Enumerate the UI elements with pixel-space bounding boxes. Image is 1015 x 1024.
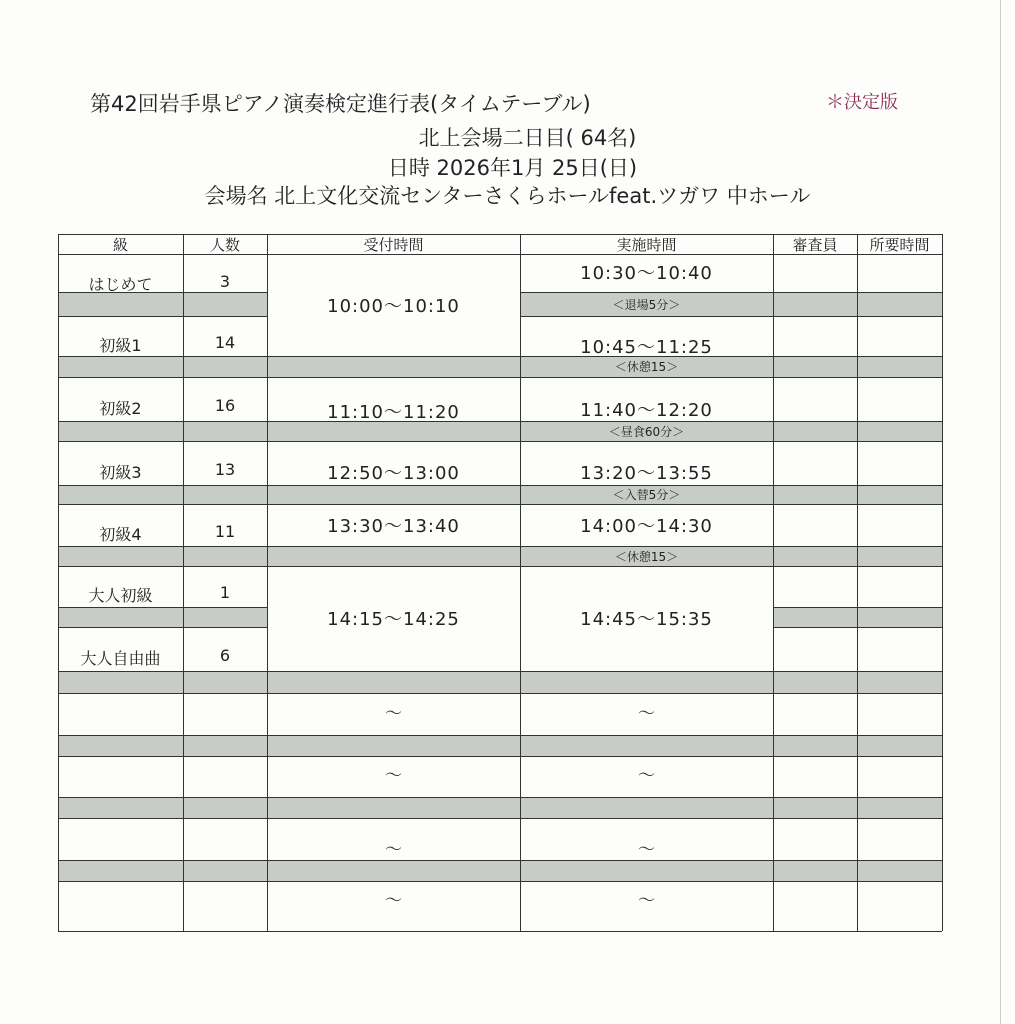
level-cell: 大人自由曲 bbox=[80, 648, 161, 668]
count-cell: 11 bbox=[214, 521, 236, 541]
row-separator-band bbox=[58, 735, 942, 756]
performance-time: 11:40〜12:20 bbox=[580, 400, 713, 421]
level-cell: 初級3 bbox=[99, 462, 142, 482]
performance-time: 10:45〜11:25 bbox=[580, 337, 713, 358]
count-cell: 1 bbox=[219, 583, 231, 602]
level-cell: 初級1 bbox=[99, 335, 142, 355]
empty-reception-tilde: 〜 bbox=[385, 839, 402, 860]
reception-time: 14:15〜14:25 bbox=[327, 609, 460, 630]
grid-line bbox=[520, 316, 942, 317]
grid-line bbox=[857, 234, 858, 931]
header-duration: 所要時間 bbox=[869, 235, 930, 254]
empty-reception-tilde: 〜 bbox=[385, 890, 402, 911]
grid-line bbox=[267, 234, 268, 931]
empty-performance-tilde: 〜 bbox=[638, 765, 655, 786]
level-cell: はじめて bbox=[88, 274, 153, 294]
reception-time: 12:50〜13:00 bbox=[327, 463, 460, 484]
grid-line bbox=[58, 931, 942, 932]
date-line: 日時 2026年1月 25日(日) bbox=[387, 156, 638, 180]
header-level: 級 bbox=[112, 235, 128, 254]
venue-line: 会場名 北上文化交流センターさくらホールfeat.ツガワ 中ホール bbox=[204, 184, 811, 208]
header-count: 人数 bbox=[209, 235, 240, 254]
level-cell: 初級2 bbox=[99, 398, 142, 418]
level-cell: 大人初級 bbox=[88, 586, 153, 605]
empty-reception-tilde: 〜 bbox=[385, 765, 402, 786]
performance-time: 14:00〜14:30 bbox=[580, 516, 713, 537]
grid-line bbox=[58, 735, 942, 736]
grid-line bbox=[58, 860, 942, 861]
grid-line bbox=[773, 234, 774, 931]
performance-time: 10:30〜10:40 bbox=[580, 263, 713, 284]
empty-performance-tilde: 〜 bbox=[638, 703, 655, 724]
empty-reception-tilde: 〜 bbox=[385, 703, 402, 724]
grid-line bbox=[58, 881, 942, 882]
break-note: ＜退場5分＞ bbox=[612, 297, 681, 312]
count-cell: 14 bbox=[214, 332, 236, 352]
row-separator-band bbox=[58, 860, 942, 881]
grid-line bbox=[58, 441, 942, 442]
performance-time: 14:45〜15:35 bbox=[580, 609, 713, 630]
document-title: 第42回岩手県ピアノ演奏検定進行表(タイムテーブル) bbox=[90, 92, 591, 116]
grid-line bbox=[58, 316, 267, 317]
grid-line bbox=[942, 234, 943, 931]
reception-time: 11:10〜11:20 bbox=[327, 402, 460, 423]
count-cell: 13 bbox=[214, 459, 236, 479]
row-separator-band bbox=[58, 797, 942, 818]
break-note: ＜入替5分＞ bbox=[612, 488, 681, 502]
grid-line bbox=[58, 818, 942, 819]
venue-day: 北上会場二日目( 64名) bbox=[418, 126, 637, 150]
count-cell: 3 bbox=[219, 271, 231, 291]
grid-line bbox=[58, 797, 942, 798]
grid-line bbox=[58, 756, 942, 757]
grid-line bbox=[58, 627, 267, 628]
grid-line bbox=[58, 377, 942, 378]
level-cell: 初級4 bbox=[99, 524, 142, 544]
break-note: ＜休憩15＞ bbox=[614, 360, 679, 374]
performance-time: 13:20〜13:55 bbox=[580, 463, 713, 484]
final-version-stamp: ＊決定版 bbox=[826, 92, 898, 113]
reception-time: 10:00〜10:10 bbox=[327, 296, 460, 317]
reception-time: 13:30〜13:40 bbox=[327, 516, 460, 537]
count-cell: 16 bbox=[214, 395, 236, 415]
header-judge: 審査員 bbox=[792, 235, 838, 254]
empty-performance-tilde: 〜 bbox=[638, 839, 655, 860]
break-note: ＜休憩15＞ bbox=[614, 549, 679, 564]
header-performance: 実施時間 bbox=[616, 235, 677, 254]
header-reception: 受付時間 bbox=[363, 235, 424, 254]
break-note: ＜昼食60分＞ bbox=[608, 424, 685, 439]
grid-line bbox=[58, 566, 942, 567]
empty-performance-tilde: 〜 bbox=[638, 890, 655, 911]
grid-line bbox=[58, 693, 942, 694]
count-cell: 6 bbox=[219, 645, 231, 665]
